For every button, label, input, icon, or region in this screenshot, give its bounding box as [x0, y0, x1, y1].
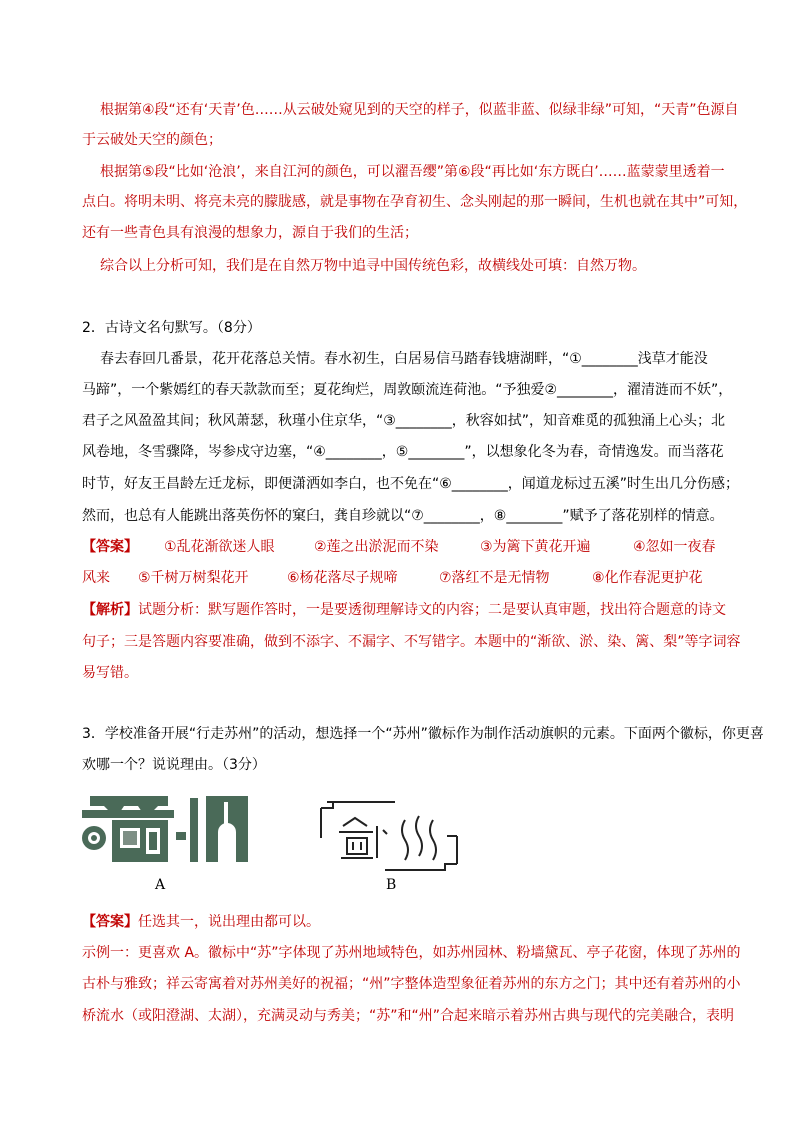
answer-line: 【答案】任选其一，说出理由都可以。 — [82, 914, 320, 930]
analysis-line: 句子；三是答题内容要准确，做到不添字、不漏字、不写错字。本题中的“渐欲、淤、染、篱、梨”等字词容 — [82, 634, 741, 650]
answer-label: 【答案】 — [82, 914, 138, 930]
question-title: 2．古诗文名句默写。（8分） — [82, 320, 261, 336]
answer-item: ④忽如一夜春 — [633, 539, 716, 555]
logo-b-label: B — [386, 877, 397, 893]
analysis-line: 综合以上分析可知，我们是在自然万物中追寻中国传统色彩，故横线处可填：自然万物。 — [100, 258, 646, 274]
question-text-line: 君子之风盈盈其间；秋风萧瑟，秋瑾小住京华，“③________，秋容如拭”，知音难觅的孤独涌上心头；北 — [82, 413, 726, 429]
question-text-line: 然而，也总有人能跳出落英伤怀的窠臼，龚自珍就以“⑦________，⑧________”赋予了落花别样的情意。 — [82, 508, 724, 524]
analysis-line: 易写错。 — [82, 665, 138, 681]
analysis-label: 【解析】 — [82, 602, 138, 618]
example-line: 古朴与雅致；祥云寄寓着对苏州美好的祝福；“州”字整体造型象征着苏州的东方之门；其中还有着苏州的小 — [82, 976, 741, 992]
analysis-line: 点白。将明未明、将亮未亮的朦胧感，就是事物在孕育初生、念头刚起的那一瞬间，生机也就在其中”可知， — [82, 194, 748, 210]
question-title: 欢哪一个？说说理由。（3分） — [82, 757, 266, 773]
example-line: 桥流水（或阳澄湖、太湖），充满灵动与秀美；“苏”和“州”合起来暗示着苏州古典与现代的完美融合，表明 — [82, 1008, 735, 1024]
answer-item: ⑤千树万树梨花开 — [138, 570, 249, 586]
example-line: 示例一：更喜欢 A。徽标中“苏”字体现了苏州地域特色，如苏州园林、粉墙黛瓦、亭子花窗，体现了苏州的 — [82, 945, 741, 961]
answer-item: ⑦落红不是无情物 — [439, 570, 550, 586]
answer-line — [82, 537, 722, 557]
question-text-line: 马蹄”，一个紫嫣红的春天款款而至；夏花绚烂，周敦颐流连荷池。“予独爱②________，濯清涟而不妖”， — [82, 382, 733, 398]
answer-label: 【答案】 — [82, 539, 138, 555]
analysis-line: 还有一些青色具有浪漫的想象力，源自于我们的生活； — [82, 225, 418, 241]
answer-item: ⑥杨花落尽子规啼 — [287, 570, 398, 586]
answer-item: ②莲之出淤泥而不染 — [314, 539, 439, 555]
analysis-line: 于云破处天空的颜色； — [82, 132, 222, 148]
answer-line — [82, 568, 722, 588]
question-text-line: 时节，好友王昌龄左迁龙标，即便潇洒如李白，也不免在“⑥________，闻道龙标过五溪”时生出几分伤感； — [82, 476, 740, 492]
answer-item: ⑧化作春泥更护花 — [592, 570, 703, 586]
answer-item: ①乱花渐欲迷人眼 — [164, 539, 275, 555]
answer-item: ③为篱下黄花开遍 — [480, 539, 591, 555]
analysis-line: 根据第⑤段“比如‘沧浪’，来自江河的颜色，可以濯吾缨”第⑥段“再比如‘东方既白’……蓝蒙蒙里透着一 — [100, 164, 725, 180]
analysis-line: 【解析】试题分析：默写题作答时，一是要透彻理解诗文的内容；二是要认真审题，找出符合题意的诗文 — [82, 602, 726, 618]
answer-item: 风来 — [82, 570, 110, 586]
question-text-line: 风卷地，冬雪骤降，岑参戍守边塞，“④________，⑤________”，以想象化冬为春，奇情逸发。而当落花 — [82, 444, 724, 460]
logo-a-label: A — [155, 877, 166, 893]
question-title: 3．学校准备开展“行走苏州”的活动，想选择一个“苏州”徽标作为制作活动旗帜的元素。下面两个徽标，你更喜 — [82, 726, 764, 742]
question-text-line: 春去春回几番景，花开花落总关情。春水初生，白居易信马踏春钱塘湖畔，“①________浅草才能没 — [100, 351, 708, 367]
logo-b-image — [313, 796, 465, 876]
analysis-line: 根据第④段“还有‘天青’色……从云破处窥见到的天空的样子，似蓝非蓝、似绿非绿”可知，“天青”色源自 — [100, 102, 739, 118]
logo-a-image — [78, 792, 253, 864]
